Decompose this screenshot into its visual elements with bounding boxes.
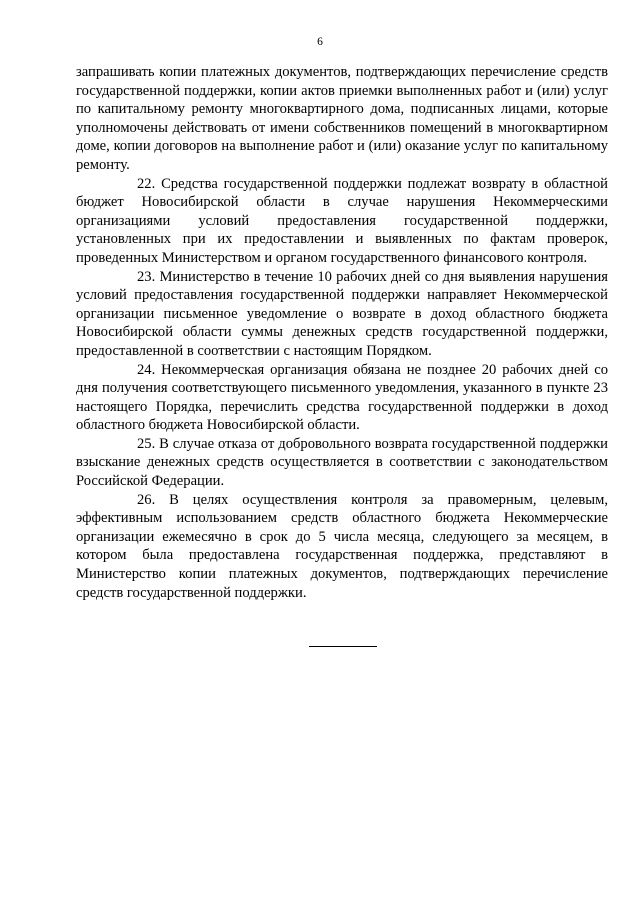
- end-separator-line: [309, 646, 377, 647]
- paragraph-26: 26. В целях осуществления контроля за правомерным, целевым, эффективным использованием средств областного бюджета Некоммерческие организации ежемесячно в срок до 5 числа месяца, следующего за месяцем, в котором была предоставлена государственная поддержка, представляют в Министерство копии платежных документов, подтверждающих перечисление средств государственной поддержки.: [76, 491, 608, 601]
- paragraph-24: 24. Некоммерческая организация обязана не позднее 20 рабочих дней со дня получения соответствующего письменного уведомления, указанного в пункте 23 настоящего Порядка, перечислить средства государственной поддержки в доход областного бюджета Новосибирской области.: [76, 361, 608, 434]
- document-body: [76, 63, 608, 602]
- paragraph-23: 23. Министерство в течение 10 рабочих дней со дня выявления нарушения условий предоставления государственной поддержки направляет Некоммерческой организации письменное уведомление о возврате в доход областного бюджета Новосибирской области суммы денежных средств государственной поддержки, предоставленной в соответствии с настоящим Порядком.: [76, 268, 608, 359]
- paragraph-22: 22. Средства государственной поддержки подлежат возврату в областной бюджет Новосибирской области в случае нарушения Некоммерческими организациями условий предоставления государственной поддержки, установленных при их предоставлении и выявленных по фактам проверок, проведенных Министерством и органом государственного финансового контроля.: [76, 175, 608, 266]
- paragraph-25: 25. В случае отказа от добровольного возврата государственной поддержки взыскание денежных средств осуществляется в соответствии с законодательством Российской Федерации.: [76, 435, 608, 490]
- paragraph-continued: запрашивать копии платежных документов, подтверждающих перечисление средств государственной поддержки, копии актов приемки выполненных работ и (или) услуг по капитальному ремонту многоквартирного дома, подписанных лицами, которые уполномочены действовать от имени собственников помещений в многоквартирном доме, копии договоров на выполнение работ и (или) оказание услуг по капитальному ремонту.: [76, 64, 608, 173]
- page-number: 6: [317, 36, 323, 48]
